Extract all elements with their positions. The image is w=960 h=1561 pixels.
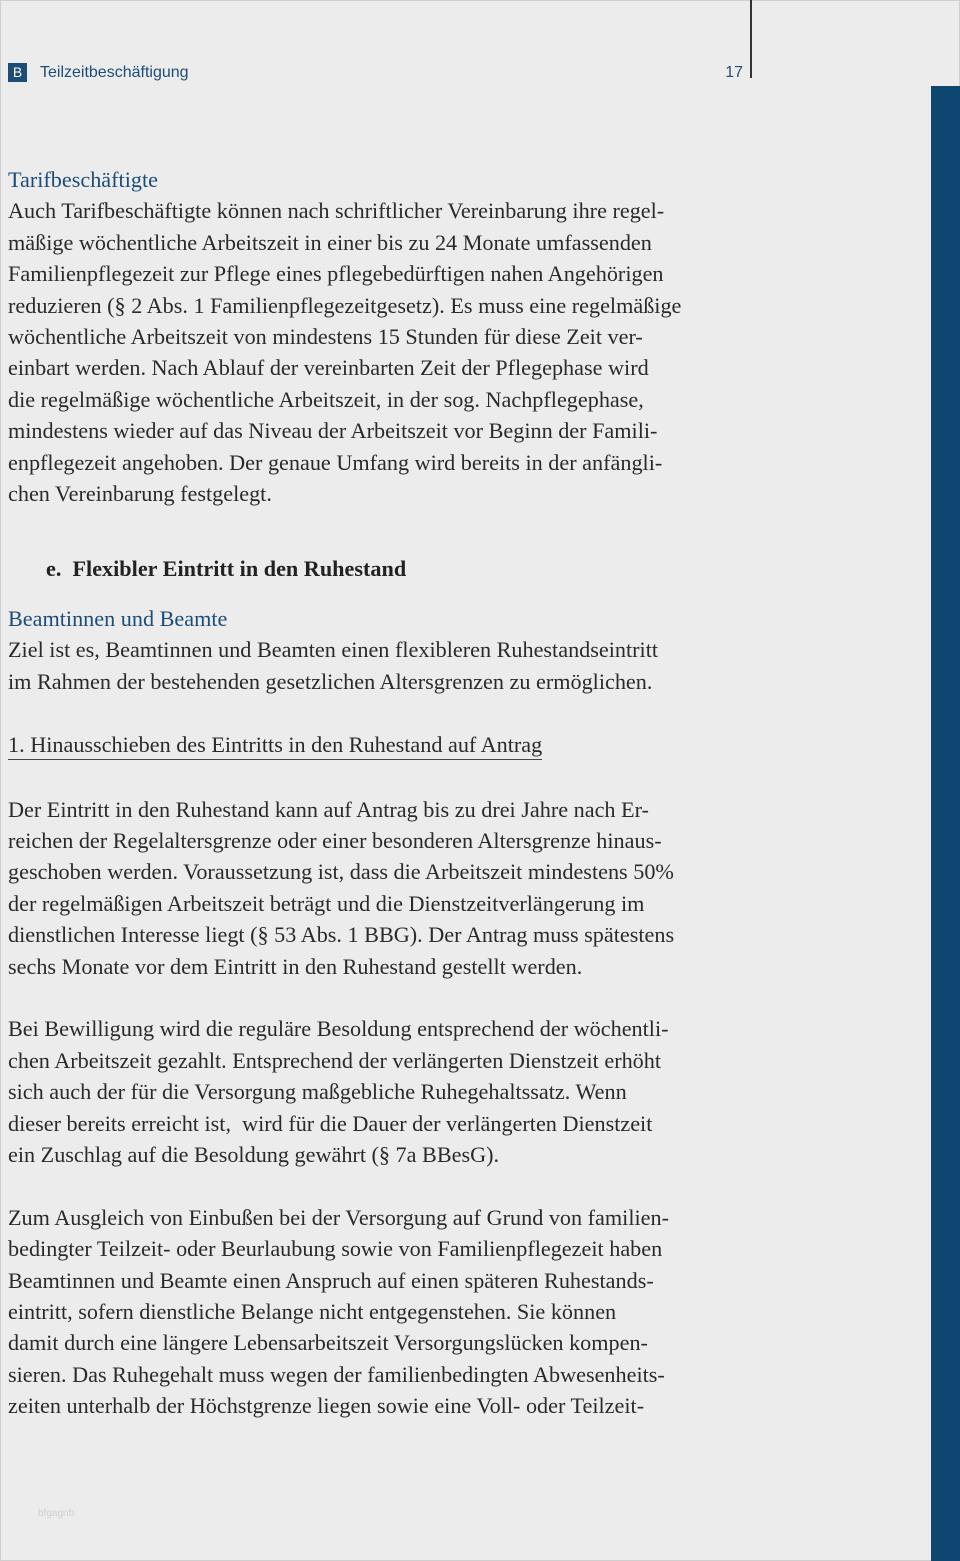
text-line: chen Vereinbarung festgelegt. <box>8 481 272 507</box>
text-line: sich auch der für die Versorgung maßgebliche Ruhegehaltssatz. Wenn <box>8 1079 627 1105</box>
text-line: bedingter Teilzeit- oder Beurlaubung sowie von Familienpflegezeit haben <box>8 1236 663 1262</box>
text-line: reichen der Regelaltersgrenze oder einer besonderen Altersgrenze hinaus- <box>8 827 662 853</box>
text-line: chen Arbeitszeit gezahlt. Entsprechend der verlängerten Dienstzeit erhöht <box>8 1047 662 1073</box>
text-line: im Rahmen der bestehenden gesetzlichen Altersgrenzen zu ermöglichen. <box>8 668 653 694</box>
text-line: Beamtinnen und Beamte einen Anspruch auf einen späteren Ruhestands- <box>8 1267 654 1293</box>
section-heading-e: e. Flexibler Eintritt in den Ruhestand <box>46 556 407 582</box>
text-line: Bei Bewilligung wird die reguläre Besoldung entsprechend der wöchentli- <box>8 1016 669 1042</box>
text-line: wöchentliche Arbeitszeit von mindestens 15 Stunden für diese Zeit ver- <box>8 324 643 350</box>
section-badge: B <box>8 63 27 82</box>
text-line: mindestens wieder auf das Niveau der Arbeitszeit vor Beginn der Famili- <box>8 418 658 444</box>
header-rule <box>750 0 752 78</box>
side-color-bar <box>931 86 960 1561</box>
text-line: ein Zuschlag auf die Besoldung gewährt (§ 7a BBesG). <box>8 1141 500 1167</box>
subheading-tarif: Tarifbeschäftigte <box>8 167 158 192</box>
text-line: mäßige wöchentliche Arbeitszeit in einer bis zu 24 Monate umfassenden <box>8 229 652 255</box>
text-line: sechs Monate vor dem Eintritt in den Ruhestand gestellt werden. <box>8 953 583 979</box>
paragraph-besoldung <box>8 1013 756 1170</box>
text-line: sieren. Das Ruhegehalt muss wegen der familienbedingten Abwesenheits- <box>8 1361 665 1387</box>
text-line: reduzieren (§ 2 Abs. 1 Familienpflegezeitgesetz). Es muss eine regelmäßige <box>8 292 682 318</box>
spacer <box>8 585 756 603</box>
numbered-heading-1: 1. Hinausschieben des Eintritts in den Ruhestand auf Antrag <box>8 731 542 760</box>
text-line: Ziel ist es, Beamtinnen und Beamten einen flexibleren Ruhestandseintritt <box>8 637 659 663</box>
spacer <box>8 1170 756 1201</box>
subheading-beamte: Beamtinnen und Beamte <box>8 605 228 631</box>
text-line: Zum Ausgleich von Einbußen bei der Versorgung auf Grund von familien- <box>8 1204 669 1230</box>
text-line: Familienpflegezeit zur Pflege eines pflegebedürftigen nahen Angehörigen <box>8 261 664 287</box>
text-line: der regelmäßigen Arbeitszeit beträgt und die Dienstzeitverlängerung im <box>8 890 645 916</box>
page-number: 17 <box>725 64 743 81</box>
text-line: dieser bereits erreicht ist, wird für die Dauer der verlängerten Dienstzeit <box>8 1110 653 1136</box>
section-title: Teilzeitbeschäftigung <box>40 64 189 81</box>
text-line: die regelmäßige wöchentliche Arbeitszeit, in der sog. Nachpflegephase, <box>8 386 644 412</box>
spacer <box>8 761 756 794</box>
text-line: einbart werden. Nach Ablauf der vereinbarten Zeit der Pflegephase wird <box>8 355 649 381</box>
text-line: geschoben werden. Voraussetzung ist, dass die Arbeitszeit mindestens 50% <box>8 859 674 885</box>
spacer <box>8 509 756 553</box>
text-line: eintritt, sofern dienstliche Belange nicht entgegenstehen. Sie können <box>8 1298 617 1324</box>
text-line: damit durch eine längere Lebensarbeitszeit Versorgungslücken kompen- <box>8 1330 648 1356</box>
text-line: zeiten unterhalb der Höchstgrenze liegen sowie eine Voll- oder Teilzeit- <box>8 1393 645 1419</box>
paragraph-beamte <box>8 634 756 697</box>
watermark: bfgagnb <box>38 1508 75 1519</box>
page-content <box>8 164 756 1422</box>
paragraph-ausgleich <box>8 1202 756 1422</box>
page-header <box>8 62 743 84</box>
spacer <box>8 982 756 1013</box>
paragraph-tarif <box>8 195 756 509</box>
text-line: Der Eintritt in den Ruhestand kann auf Antrag bis zu drei Jahre nach Er- <box>8 796 649 822</box>
text-line: Auch Tarifbeschäftigte können nach schriftlicher Vereinbarung ihre regel- <box>8 198 665 224</box>
text-line: dienstlichen Interesse liegt (§ 53 Abs. 1 BBG). Der Antrag muss spätestens <box>8 922 675 948</box>
paragraph-antrag <box>8 794 756 982</box>
spacer <box>8 697 756 729</box>
text-line: enpflegezeit angehoben. Der genaue Umfang wird bereits in der anfängli- <box>8 449 663 475</box>
